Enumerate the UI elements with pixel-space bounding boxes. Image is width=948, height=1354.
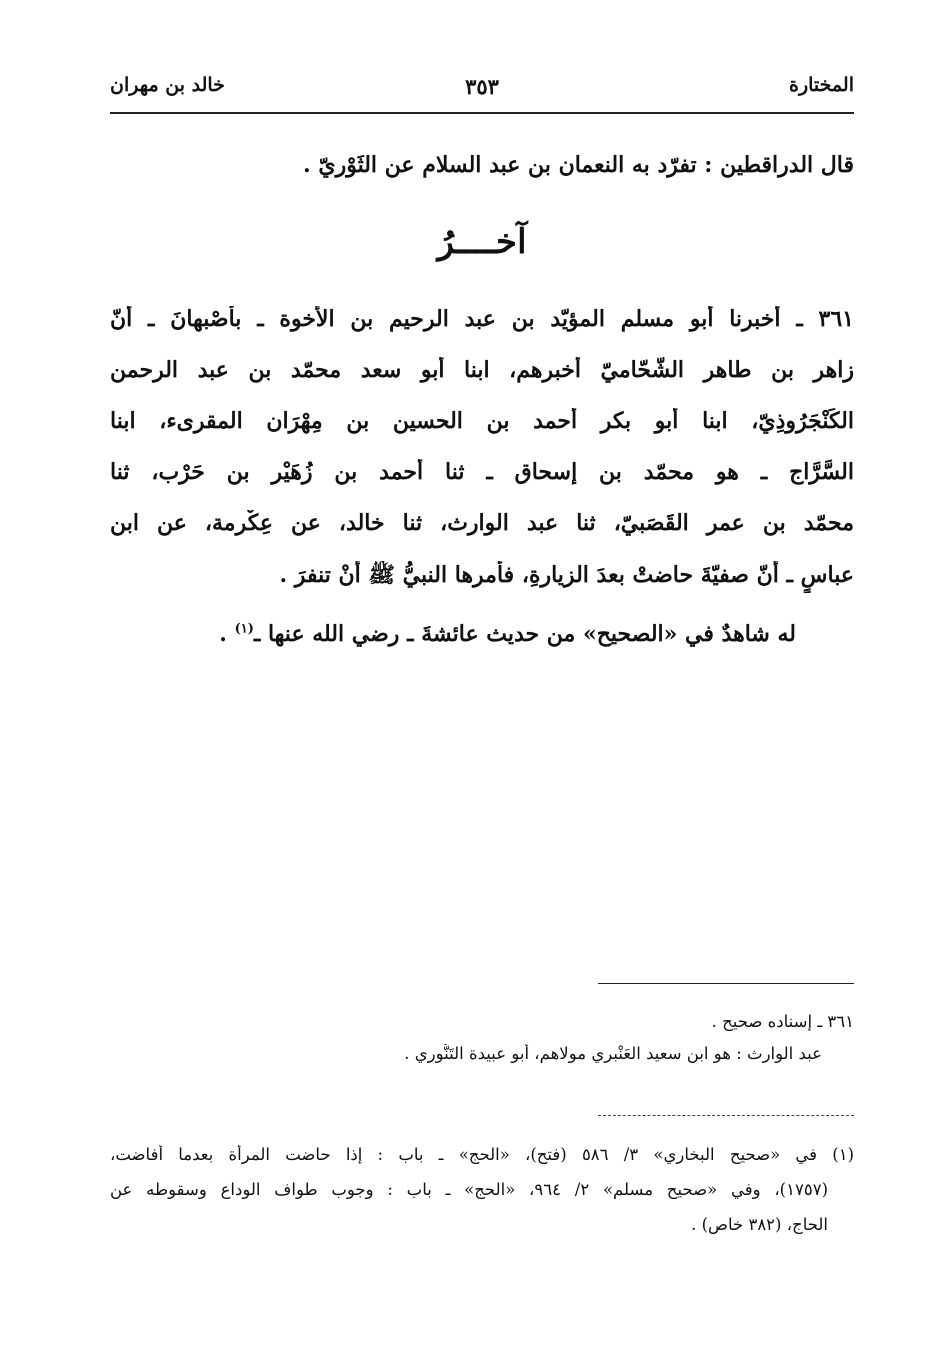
witness-line: له شاهدٌ في «الصحيح» من حديث عائشةَ ـ رضي الله عنها ـ$^{(١)}$ . — [219, 621, 796, 647]
footnote-1-line: (١) في «صحيح البخاري» ٣/ ٥٨٦ (فتح)، «الحج» ـ باب : إذا حاضت المرأة بعدما أفاضت، — [110, 1145, 854, 1164]
footnote-361-line: ٣٦١ ـ إسناده صحيح . — [711, 1012, 854, 1031]
footnote-separator — [598, 983, 854, 984]
hadith-line: عباسٍ ـ أنّ صفيّةَ حاضتْ بعدَ الزيارةِ، فأمرها النبيُّ ﷺ أنْ تنفرَ . — [279, 562, 854, 588]
witness-text: له شاهدٌ في «الصحيح» من حديث عائشةَ ـ رضي الله عنها ـ — [253, 621, 796, 647]
chapter-title: خالد بن مهران — [110, 74, 225, 96]
section-heading: آخــــرُ — [437, 222, 527, 262]
hadith-line: محمّد بن عمر القَصَبيّ، ثنا عبد الوارث، ثنا خالد، عن عِكْرمة، عن ابنِ — [110, 510, 854, 536]
footnote-marker: (١) — [234, 621, 254, 637]
hadith-line: الكَنْجَرُوذِيّ، ابنا أبو بكر أحمد بن الحسين بن مِهْرَان المقرىء، ابنا — [110, 408, 854, 434]
footnote-1-line: الحاج، (٣٨٢ خاص) . — [691, 1215, 828, 1234]
running-header — [110, 70, 854, 110]
intro-line: قال الدراقطين : تفرّد به النعمان بن عبد السلام عن الثَوْريّ . — [303, 152, 854, 178]
footnote-dashed-separator — [598, 1115, 854, 1116]
hadith-line: السَّرَّاج ـ هو محمّد بن إسحاق ـ ثنا أحمد بن زُهَيْر بن حَرْب، ثنا — [110, 459, 854, 485]
page-number: ٣٥٣ — [465, 74, 499, 99]
footnote-361-line: عبد الوارث : هو ابن سعيد العَنْبري مولاهم، أبو عبيدة التَنُّوري . — [404, 1044, 822, 1063]
hadith-line: زاهر بن طاهر الشَّحّاميّ أخبرهم، ابنا أبو سعد محمّد بن عبد الرحمن — [110, 357, 854, 383]
footnote-1-line: (١٧٥٧)، وفي «صحيح مسلم» ٢/ ٩٦٤، «الحج» ـ باب : وجوب طواف الوداع وسقوطه عن — [110, 1180, 828, 1199]
book-title: المختارة — [789, 74, 854, 96]
hadith-line: ٣٦١ ـ أخبرنا أبو مسلم المؤيّد بن عبد الرحيم بن الأخوة ـ بأَصْبهانَ ـ أنّ — [110, 306, 854, 332]
header-rule — [110, 112, 854, 114]
